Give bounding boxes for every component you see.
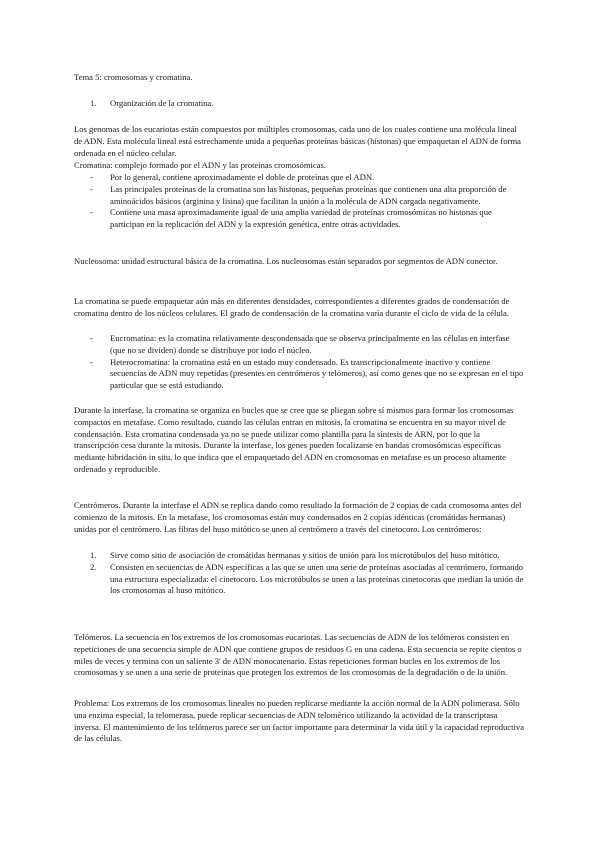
paragraph-genomas: Los genomas de los eucariotas están compuestos por múltiples cromosomas, cada uno de los cuales contiene una molécula lineal de ADN. Esta molécula lineal está estrechamente unida a pequeñas proteínas básicas (histonas) que empaquetan el ADN de forma ordenada en el núcleo celular. <box>74 124 521 158</box>
paragraph-telomeros: Telómeros. La secuencia en los extremos de los cromosomas eucariotas. Las secuencias de ADN de los telómeros consisten en repeticiones de una secuencia simple de ADN que contiene grupos de residuos G en una cadena. Esta secuencia se repite cientos o miles de veces y termina con un saliente 3' de ADN monocatenario. Estas repeticiones forman bucles en los extremos de los cromosomas y se unen a una serie de proteínas que protegen los extremos de los cromosomas de la degradación o de la unión. <box>74 632 522 678</box>
paragraph-nucleosoma: Nucleosoma: unidad estructural básica de la cromatina. Los nucleosomas están separados por segmentos de ADN conector. <box>74 256 498 266</box>
dash-bullet: - <box>90 356 93 367</box>
document-title: Tema 5: cromosomas y cromatina. <box>74 72 193 82</box>
list-item: 1. Sirve como sitio de asociación de cromátidas hermanas y sitios de unión para los microtúbulos del huso mitótico. <box>90 550 500 560</box>
paragraph-densidades: La cromatina se puede empaquetar aún más en diferentes densidades, correspondientes a diferentes grados de condensación de cromatina dentro de los núcleos celulares. El grado de condensación de la cromatina varía durante el ciclo de vida de la célula. <box>74 296 510 318</box>
cromatina-list <box>90 172 526 231</box>
list-item: - Por lo general, contiene aproximadamente el doble de proteínas que el ADN. <box>90 172 375 182</box>
dash-bullet: - <box>90 183 93 194</box>
dash-bullet: - <box>90 172 93 182</box>
paragraph-cromatina-definition: Cromatina: complejo formado por el ADN y las proteínas cromosómicas. <box>74 160 327 170</box>
section-number: 1. <box>90 98 97 108</box>
paragraph-centromeros: Centrómeros. Durante la interfase el ADN se replica dando como resultado la formación de 2 copias de cada cromosoma antes del comienzo de la mitosis. En la metafase, los cromosomas están muy condensados en 2 copias idénticas (cromátidas hermanas) unidas por el centrómero. Las fibras del huso mitótico se unen al centrómero a través del cinetocoro. Los centrómeros: <box>74 500 522 534</box>
list-item: - Contiene una masa aproximadamente igual de una amplia variedad de proteínas cromosómicas no histonas que participan en la replicación del ADN y la expresión genética, entre otras actividades. <box>90 207 492 230</box>
paragraph-interfase: Durante la interfase, la cromatina se organiza en bucles que se cree que se pliegan sobre sí mismos para formar los cromosomas compactos en metafase. Como resultado, cuando las células entran en mitosis, la cromatina se encuentra en su mayor nivel de condensación. Esta cromatina condensada ya no se puede utilizar como plantilla para la síntesis de ARN, por lo que la transcripción cesa durante la mitosis. Durante la interfase, los genes pueden localizarse en bandas cromosómicas específicas mediante hibridación in situ, lo que indica que el empaquetado del ADN en cromosomas en metafase es un proceso altamente ordenado y reproducible. <box>74 405 514 474</box>
list-item: 2. Consisten en secuencias de ADN específicas a las que se unen una serie de proteínas asociadas al centrómero, formando una estructura especializada: el cinetocoro. Los microtúbulos se unen a las proteínas cinetocoras que median la unión de los cromosomas al huso mitótico. <box>90 561 524 596</box>
paragraph-problema: Problema: Los extremos de los cromosomas lineales no pueden replicarse mediante la acción normal de la ADN polimerasa. Sólo una enzima especial, la telomerasa, puede replicar secuencias de ADN telomérico utilizando la actividad de la transcriptasa inversa. El mantenimiento de los telómeros parece ser un factor importante para determinar la vida útil y la capacidad reproductiva de las células. <box>74 698 525 744</box>
dash-bullet: - <box>90 207 93 218</box>
item-number: 1. <box>90 550 97 560</box>
list-item: - Heterocromatina: la cromatina está en un estado muy condensado. Es transcripcionalmente inactivo y contiene secuencias de ADN muy repetidas (presentes en centrómeros y telómeros), así como genes que no se expresan en el tipo particular que se está estudiando. <box>90 356 524 391</box>
section-heading <box>90 98 542 110</box>
list-item: - Eucromatina: es la cromatina relativamente descondensada que se observa principalmente en las células en interfase (que no se dividen) donde se distribuye por todo el núcleo. <box>90 333 510 355</box>
centromeros-list <box>90 550 526 597</box>
list-item: - Las principales proteínas de la cromatina son las histonas, pequeñas proteínas que contienen una alta proporción de aminoácidos básicos (arginina y lisina) que facilitan la unión a la molécula de ADN cargada negativamente. <box>90 183 507 206</box>
item-number: 2. <box>90 561 97 572</box>
section-label: Organización de la cromatina. <box>110 98 214 108</box>
density-list <box>90 333 526 392</box>
dash-bullet: - <box>90 333 93 343</box>
